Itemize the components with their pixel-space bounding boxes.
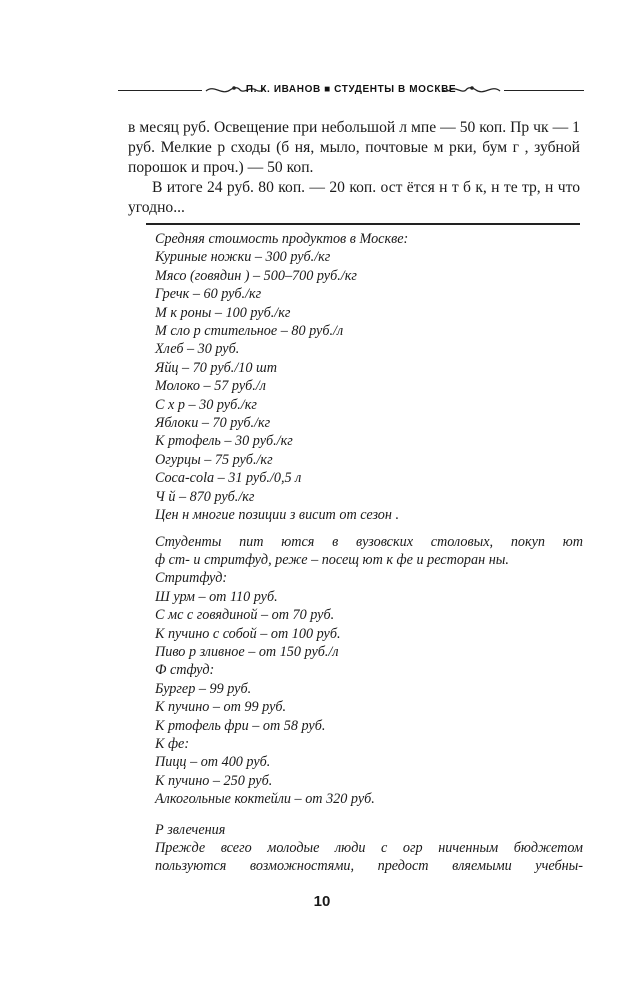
word: всего [220,840,252,856]
box-line: Молоко – 57 руб./л [155,378,266,395]
word: покуп [510,533,546,550]
box-heading: Р звлечения [155,821,226,838]
box-line: Coca-cola – 31 руб./0,5 л [155,470,302,487]
word: Студенты [155,533,222,550]
text-line: Пр чк — 1 руб. Мелкие р сходы (б ня, мыло, почтовые [128,119,580,156]
header-rule-right [504,90,584,91]
box-line: С х р – 30 руб./кг [155,396,257,413]
word: люди [335,840,366,856]
box-line: К пучино – 250 руб. [155,772,273,789]
box-line: Яйц – 70 руб./10 шт [155,359,277,376]
paragraph [128,118,580,178]
word: молодые [267,840,320,856]
main-text [128,118,580,218]
sidebar-box [155,230,583,876]
word: Прежде [155,840,206,856]
box-line: Огурцы – 75 руб./кг [155,451,273,468]
box-line: Гречк – 60 руб./кг [155,286,262,303]
box-line: ф ст- и стритфуд, реже – посещ ют к фе и ресторан ны. [155,551,509,568]
box-line: Бургер – 99 руб. [155,680,252,697]
word: учебны- [535,858,583,875]
box-line: Ч й – 870 руб./кг [155,488,255,505]
box-line: К ртофель – 30 руб./кг [155,433,293,450]
box-line: Стритфуд: [155,570,228,587]
box-line: Пиво р зливное – от 150 руб./л [155,643,339,660]
running-header [118,80,584,100]
box-line: К пучино – от 99 руб. [155,699,287,716]
word: вляемыми [452,858,512,875]
word: в [332,533,339,550]
box-line: М к роны – 100 руб./кг [155,304,291,321]
word: возможностями, [249,858,355,875]
box-line: Алкогольные коктейли – от 320 руб. [155,791,375,808]
box-line: Ф стфуд: [155,662,215,679]
running-header-title: П. К. ИВАНОВ ■ СТУДЕНТЫ В МОСКВЕ [245,84,457,95]
word: пит [239,533,264,550]
box-line: К ртофель фри – от 58 руб. [155,717,326,734]
box-line-justified [155,857,583,875]
word: бюджетом [513,840,583,856]
word: ются [281,533,315,550]
box-line: К пучино с собой – от 100 руб. [155,625,341,642]
box-line: Яблоки – 70 руб./кг [155,415,271,432]
word: огр [402,840,423,856]
word: ют [562,533,583,550]
section-divider [146,223,580,225]
page-number: 10 [313,893,331,910]
word: с [381,840,388,856]
word: пользуются [155,858,227,875]
text-line: В итоге 24 руб. 80 коп. — 20 коп. ост ётся н т б к, н [152,179,500,196]
word: вузовских [356,533,414,550]
text-line: м рки, бум г , зубной порошок и проч.) — 50 коп. [128,139,580,176]
box-line: Мясо (говядин ) – 500–700 руб./кг [155,267,357,284]
box-line: Пицц – от 400 руб. [155,754,271,771]
word: предост [377,858,429,875]
paragraph [128,178,580,218]
box-line: Цен н многие позиции з висит от сезон . [155,507,400,524]
box-line: Средняя стоимость продуктов в Москве: [155,231,409,247]
box-line-justified [155,533,583,551]
word: столовых, [430,533,494,550]
box-line-justified [155,839,583,857]
word: ниченным [438,840,499,856]
box-line: Куриные ножки – 300 руб./кг [155,249,331,266]
box-line: С мс с говядиной – от 70 руб. [155,607,335,624]
scroll-ornament-icon [440,82,502,102]
box-line: К фе: [155,735,190,752]
box-line: Ш урм – от 110 руб. [155,588,278,605]
text-line: те тр, н что угодно... [128,179,580,216]
box-line: Хлеб – 30 руб. [155,341,240,358]
text-line: в месяц руб. Освещение при небольшой л мпе — 50 коп. [128,119,507,136]
box-line: М сло р стительное – 80 руб./л [155,323,344,340]
